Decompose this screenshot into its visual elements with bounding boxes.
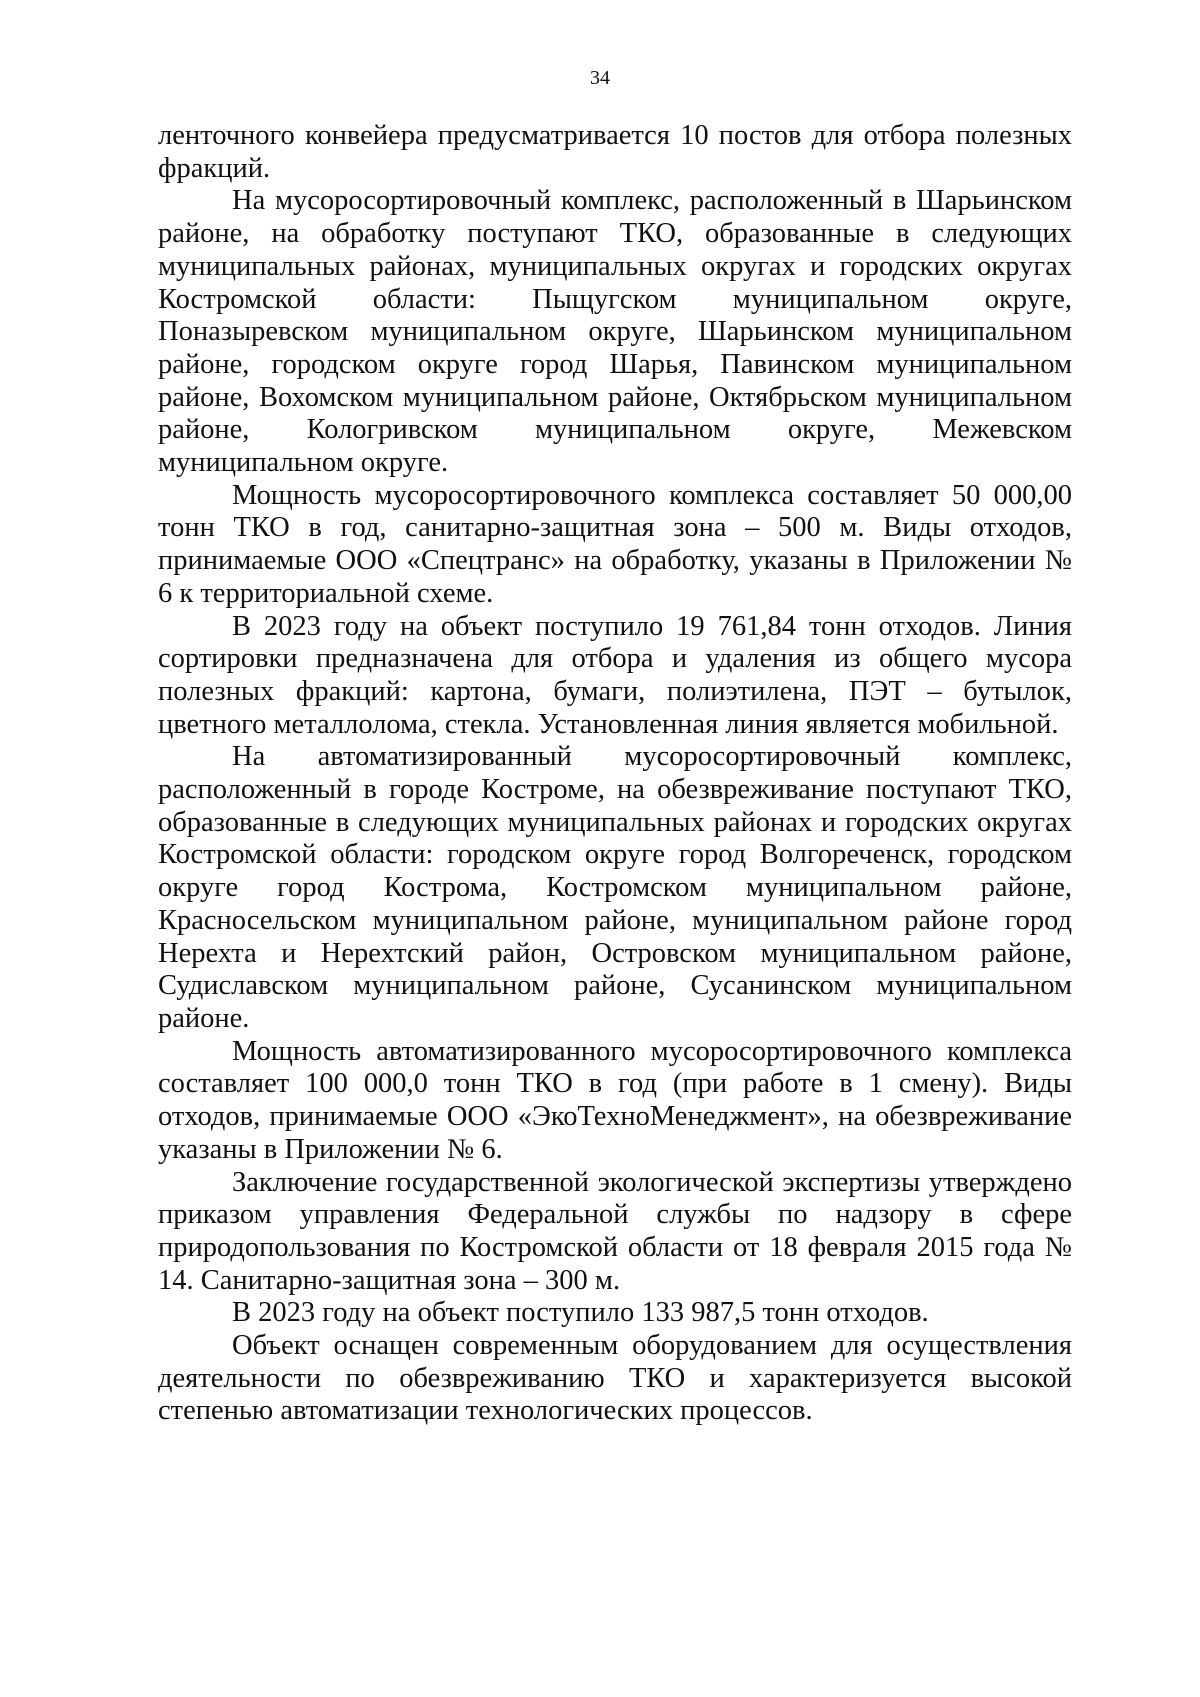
paragraph-kostroma-capacity: Мощность автоматизированного мусоросортировочного комплекса составляет 100 000,0 тонн ТКО в год (при работе в 1 смену). Виды отходов, принимаемые ООО «ЭкоТехноМенеджмент», на обезвреживание указаны в Приложении № 6.: [158, 1035, 1072, 1165]
paragraph-kostroma-complex: На автоматизированный мусоросортировочный комплекс, расположенный в городе Костроме, на обезвреживание поступают ТКО, образованные в следующих муниципальных районах и городских округах Костромской области: городском округе город Волгореченск, городском округе город Кострома, Костромском муниципальном районе, Красносельском муниципальном районе, муниципальном районе город Нерехта и Нерехтский район, Островском муниципальном районе, Судиславском муниципальном районе, Сусанинском муниципальном районе.: [158, 741, 1072, 1034]
paragraph-equipment: Объект оснащен современным оборудованием для осуществления деятельности по обезвреживанию ТКО и характеризуется высокой степенью автоматизации технологических процессов.: [158, 1330, 1072, 1427]
page-number: 34: [590, 67, 610, 89]
document-body: [158, 120, 1072, 1428]
paragraph-sharya-complex: На мусоросортировочный комплекс, расположенный в Шарьинском районе, на обработку поступают ТКО, образованные в следующих муниципальных районах, муниципальных округах и городских округах Костромской области: Пыщугском муниципальном округе, Поназыревском муниципальном округе, Шарьинском муниципальном районе, городском округе город Шарья, Павинском муниципальном районе, Вохомском муниципальном районе, Октябрьском муниципальном районе, Кологривском муниципальном округе, Межевском муниципальном округе.: [158, 185, 1072, 479]
paragraph-kostroma-2023-intake: В 2023 году на объект поступило 133 987,5 тонн отходов.: [232, 1297, 929, 1329]
paragraph-ecological-expertise: Заключение государственной экологической экспертизы утверждено приказом управления Федеральной службы по надзору в сфере природопользования по Костромской области от 18 февраля 2015 года № 14. Санитарно-защитная зона – 300 м.: [158, 1166, 1072, 1296]
paragraph-conveyor-posts: ленточного конвейера предусматривается 10 постов для отбора полезных фракций.: [158, 120, 1072, 184]
paragraph-sharya-2023-intake: В 2023 году на объект поступило 19 761,84 тонн отходов. Линия сортировки предназначена для отбора и удаления из общего мусора полезных фракций: картона, бумаги, полиэтилена, ПЭТ – бутылок, цветного металлолома, стекла. Установленная линия является мобильной.: [158, 610, 1072, 740]
paragraph-sharya-capacity: Мощность мусоросортировочного комплекса составляет 50 000,00 тонн ТКО в год, санитарно-защитная зона – 500 м. Виды отходов, принимаемые ООО «Спецтранс» на обработку, указаны в Приложении № 6 к территориальной схеме.: [158, 479, 1072, 609]
